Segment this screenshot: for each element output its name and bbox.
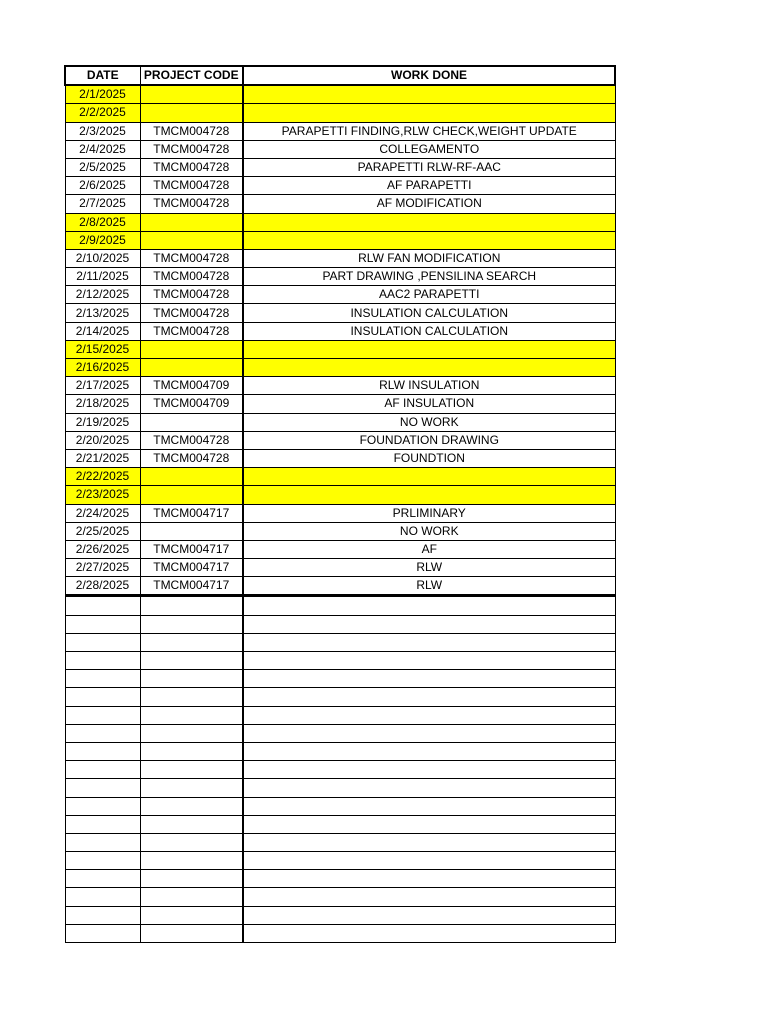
table-row bbox=[65, 340, 615, 358]
table-row bbox=[65, 213, 615, 231]
project-code-cell[interactable] bbox=[140, 486, 243, 504]
date-cell[interactable]: 2/9/2025 bbox=[65, 231, 140, 249]
header-project-code[interactable]: PROJECT CODE bbox=[140, 66, 243, 85]
project-code-cell[interactable] bbox=[140, 213, 243, 231]
date-cell[interactable] bbox=[65, 615, 140, 633]
table-row bbox=[65, 559, 615, 577]
work-done-cell[interactable]: NO WORK bbox=[243, 413, 615, 431]
date-cell[interactable]: 2/24/2025 bbox=[65, 504, 140, 522]
work-done-cell[interactable] bbox=[243, 213, 615, 231]
date-cell[interactable] bbox=[65, 633, 140, 651]
table-row bbox=[65, 522, 615, 540]
project-code-cell[interactable]: TMCM004728 bbox=[140, 177, 243, 195]
project-code-cell[interactable] bbox=[140, 833, 243, 851]
project-code-cell[interactable]: TMCM004728 bbox=[140, 286, 243, 304]
table-row bbox=[65, 249, 615, 267]
project-code-cell[interactable]: TMCM004728 bbox=[140, 322, 243, 340]
work-done-cell[interactable] bbox=[243, 596, 615, 615]
project-code-cell[interactable]: TMCM004709 bbox=[140, 377, 243, 395]
project-code-cell[interactable] bbox=[140, 779, 243, 797]
table-body bbox=[65, 85, 615, 942]
work-done-cell[interactable] bbox=[243, 852, 615, 870]
work-done-cell[interactable]: AF INSULATION bbox=[243, 395, 615, 413]
date-cell[interactable]: 2/14/2025 bbox=[65, 322, 140, 340]
table-row bbox=[65, 304, 615, 322]
table-row bbox=[65, 486, 615, 504]
date-cell[interactable] bbox=[65, 596, 140, 615]
work-done-cell[interactable]: INSULATION CALCULATION bbox=[243, 322, 615, 340]
project-code-cell[interactable]: TMCM004728 bbox=[140, 122, 243, 140]
project-code-cell[interactable] bbox=[140, 615, 243, 633]
table-row bbox=[65, 431, 615, 449]
empty-row bbox=[65, 596, 615, 615]
date-cell[interactable] bbox=[65, 924, 140, 942]
date-cell[interactable]: 2/6/2025 bbox=[65, 177, 140, 195]
work-done-cell[interactable]: PART DRAWING ,PENSILINA SEARCH bbox=[243, 268, 615, 286]
work-done-cell[interactable] bbox=[243, 815, 615, 833]
date-cell[interactable]: 2/10/2025 bbox=[65, 249, 140, 267]
work-done-cell[interactable]: PRLIMINARY bbox=[243, 504, 615, 522]
work-done-cell[interactable] bbox=[243, 104, 615, 122]
table-row bbox=[65, 195, 615, 213]
date-cell[interactable] bbox=[65, 833, 140, 851]
table-row bbox=[65, 504, 615, 522]
work-done-cell[interactable] bbox=[243, 231, 615, 249]
empty-row bbox=[65, 870, 615, 888]
work-log-sheet bbox=[64, 65, 616, 943]
project-code-cell[interactable] bbox=[140, 340, 243, 358]
table-row bbox=[65, 322, 615, 340]
project-code-cell[interactable] bbox=[140, 870, 243, 888]
work-done-cell[interactable] bbox=[243, 761, 615, 779]
project-code-cell[interactable] bbox=[140, 706, 243, 724]
date-cell[interactable] bbox=[65, 870, 140, 888]
table-row bbox=[65, 177, 615, 195]
project-code-cell[interactable]: TMCM004709 bbox=[140, 395, 243, 413]
table-row bbox=[65, 449, 615, 467]
work-done-cell[interactable]: RLW bbox=[243, 559, 615, 577]
header-row bbox=[65, 66, 615, 85]
header-date[interactable]: DATE bbox=[65, 66, 140, 85]
date-cell[interactable] bbox=[65, 724, 140, 742]
date-cell[interactable] bbox=[65, 852, 140, 870]
work-done-cell[interactable] bbox=[243, 870, 615, 888]
work-done-cell[interactable] bbox=[243, 340, 615, 358]
empty-row bbox=[65, 852, 615, 870]
empty-row bbox=[65, 779, 615, 797]
empty-row bbox=[65, 670, 615, 688]
date-cell[interactable] bbox=[65, 888, 140, 906]
project-code-cell[interactable]: TMCM004717 bbox=[140, 504, 243, 522]
project-code-cell[interactable]: TMCM004728 bbox=[140, 140, 243, 158]
date-cell[interactable] bbox=[65, 688, 140, 706]
project-code-cell[interactable] bbox=[140, 742, 243, 760]
empty-row bbox=[65, 761, 615, 779]
table-row bbox=[65, 577, 615, 596]
empty-row bbox=[65, 724, 615, 742]
work-done-cell[interactable] bbox=[243, 468, 615, 486]
table-row bbox=[65, 377, 615, 395]
date-cell[interactable] bbox=[65, 906, 140, 924]
table-row bbox=[65, 158, 615, 176]
date-cell[interactable] bbox=[65, 761, 140, 779]
date-cell[interactable]: 2/17/2025 bbox=[65, 377, 140, 395]
date-cell[interactable]: 2/11/2025 bbox=[65, 268, 140, 286]
date-cell[interactable]: 2/28/2025 bbox=[65, 577, 140, 596]
empty-row bbox=[65, 633, 615, 651]
work-done-cell[interactable] bbox=[243, 615, 615, 633]
date-cell[interactable]: 2/23/2025 bbox=[65, 486, 140, 504]
table-row bbox=[65, 140, 615, 158]
date-cell[interactable]: 2/12/2025 bbox=[65, 286, 140, 304]
project-code-cell[interactable]: TMCM004728 bbox=[140, 249, 243, 267]
date-cell[interactable]: 2/8/2025 bbox=[65, 213, 140, 231]
work-done-cell[interactable] bbox=[243, 724, 615, 742]
date-cell[interactable]: 2/20/2025 bbox=[65, 431, 140, 449]
date-cell[interactable] bbox=[65, 652, 140, 670]
work-done-cell[interactable]: AAC2 PARAPETTI bbox=[243, 286, 615, 304]
project-code-cell[interactable] bbox=[140, 104, 243, 122]
date-cell[interactable]: 2/2/2025 bbox=[65, 104, 140, 122]
table-row bbox=[65, 468, 615, 486]
work-done-cell[interactable] bbox=[243, 652, 615, 670]
project-code-cell[interactable] bbox=[140, 85, 243, 104]
project-code-cell[interactable] bbox=[140, 633, 243, 651]
project-code-cell[interactable] bbox=[140, 468, 243, 486]
work-done-cell[interactable] bbox=[243, 633, 615, 651]
empty-row bbox=[65, 706, 615, 724]
date-cell[interactable] bbox=[65, 670, 140, 688]
empty-row bbox=[65, 688, 615, 706]
work-done-cell[interactable] bbox=[243, 85, 615, 104]
project-code-cell[interactable]: TMCM004728 bbox=[140, 195, 243, 213]
empty-row bbox=[65, 924, 615, 942]
date-cell[interactable] bbox=[65, 742, 140, 760]
project-code-cell[interactable]: TMCM004717 bbox=[140, 577, 243, 596]
project-code-cell[interactable] bbox=[140, 761, 243, 779]
project-code-cell[interactable] bbox=[140, 797, 243, 815]
work-done-cell[interactable]: AF MODIFICATION bbox=[243, 195, 615, 213]
empty-row bbox=[65, 652, 615, 670]
project-code-cell[interactable] bbox=[140, 231, 243, 249]
work-done-cell[interactable]: FOUNDATION DRAWING bbox=[243, 431, 615, 449]
work-done-cell[interactable]: NO WORK bbox=[243, 522, 615, 540]
work-done-cell[interactable] bbox=[243, 670, 615, 688]
work-log-table bbox=[64, 65, 616, 943]
project-code-cell[interactable] bbox=[140, 413, 243, 431]
work-done-cell[interactable] bbox=[243, 706, 615, 724]
work-done-cell[interactable]: RLW INSULATION bbox=[243, 377, 615, 395]
work-done-cell[interactable]: RLW FAN MODIFICATION bbox=[243, 249, 615, 267]
date-cell[interactable]: 2/18/2025 bbox=[65, 395, 140, 413]
project-code-cell[interactable] bbox=[140, 688, 243, 706]
date-cell[interactable]: 2/13/2025 bbox=[65, 304, 140, 322]
project-code-cell[interactable]: TMCM004717 bbox=[140, 559, 243, 577]
table-row bbox=[65, 122, 615, 140]
project-code-cell[interactable]: TMCM004728 bbox=[140, 304, 243, 322]
work-done-cell[interactable]: PARAPETTI RLW-RF-AAC bbox=[243, 158, 615, 176]
project-code-cell[interactable] bbox=[140, 652, 243, 670]
work-done-cell[interactable] bbox=[243, 833, 615, 851]
work-done-cell[interactable] bbox=[243, 924, 615, 942]
work-done-cell[interactable] bbox=[243, 486, 615, 504]
project-code-cell[interactable]: TMCM004728 bbox=[140, 268, 243, 286]
work-done-cell[interactable] bbox=[243, 779, 615, 797]
table-header bbox=[65, 66, 615, 85]
date-cell[interactable] bbox=[65, 706, 140, 724]
work-done-cell[interactable] bbox=[243, 742, 615, 760]
work-done-cell[interactable]: PARAPETTI FINDING,RLW CHECK,WEIGHT UPDATE bbox=[243, 122, 615, 140]
work-done-cell[interactable]: INSULATION CALCULATION bbox=[243, 304, 615, 322]
date-cell[interactable]: 2/15/2025 bbox=[65, 340, 140, 358]
date-cell[interactable] bbox=[65, 797, 140, 815]
table-row bbox=[65, 395, 615, 413]
date-cell[interactable]: 2/4/2025 bbox=[65, 140, 140, 158]
work-done-cell[interactable] bbox=[243, 688, 615, 706]
table-row bbox=[65, 540, 615, 558]
project-code-cell[interactable] bbox=[140, 596, 243, 615]
date-cell[interactable]: 2/26/2025 bbox=[65, 540, 140, 558]
table-row bbox=[65, 286, 615, 304]
date-cell[interactable]: 2/3/2025 bbox=[65, 122, 140, 140]
empty-row bbox=[65, 615, 615, 633]
project-code-cell[interactable] bbox=[140, 815, 243, 833]
table-row bbox=[65, 104, 615, 122]
date-cell[interactable] bbox=[65, 779, 140, 797]
project-code-cell[interactable]: TMCM004728 bbox=[140, 449, 243, 467]
work-done-cell[interactable] bbox=[243, 797, 615, 815]
empty-row bbox=[65, 833, 615, 851]
project-code-cell[interactable] bbox=[140, 359, 243, 377]
work-done-cell[interactable]: FOUNDTION bbox=[243, 449, 615, 467]
empty-row bbox=[65, 906, 615, 924]
project-code-cell[interactable] bbox=[140, 888, 243, 906]
project-code-cell[interactable] bbox=[140, 924, 243, 942]
project-code-cell[interactable] bbox=[140, 522, 243, 540]
table-row bbox=[65, 413, 615, 431]
date-cell[interactable]: 2/27/2025 bbox=[65, 559, 140, 577]
date-cell[interactable]: 2/1/2025 bbox=[65, 85, 140, 104]
project-code-cell[interactable] bbox=[140, 670, 243, 688]
work-done-cell[interactable]: COLLEGAMENTO bbox=[243, 140, 615, 158]
date-cell[interactable]: 2/25/2025 bbox=[65, 522, 140, 540]
project-code-cell[interactable] bbox=[140, 906, 243, 924]
date-cell[interactable]: 2/7/2025 bbox=[65, 195, 140, 213]
work-done-cell[interactable] bbox=[243, 888, 615, 906]
work-done-cell[interactable]: AF PARAPETTI bbox=[243, 177, 615, 195]
header-work-done[interactable]: WORK DONE bbox=[243, 66, 615, 85]
project-code-cell[interactable] bbox=[140, 724, 243, 742]
work-done-cell[interactable]: RLW bbox=[243, 577, 615, 596]
empty-row bbox=[65, 797, 615, 815]
empty-row bbox=[65, 888, 615, 906]
work-done-cell[interactable]: AF bbox=[243, 540, 615, 558]
date-cell[interactable]: 2/16/2025 bbox=[65, 359, 140, 377]
project-code-cell[interactable]: TMCM004717 bbox=[140, 540, 243, 558]
work-done-cell[interactable] bbox=[243, 906, 615, 924]
date-cell[interactable]: 2/19/2025 bbox=[65, 413, 140, 431]
empty-row bbox=[65, 815, 615, 833]
table-row bbox=[65, 231, 615, 249]
empty-row bbox=[65, 742, 615, 760]
project-code-cell[interactable]: TMCM004728 bbox=[140, 431, 243, 449]
table-row bbox=[65, 268, 615, 286]
table-row bbox=[65, 85, 615, 104]
table-row bbox=[65, 359, 615, 377]
work-done-cell[interactable] bbox=[243, 359, 615, 377]
date-cell[interactable]: 2/22/2025 bbox=[65, 468, 140, 486]
date-cell[interactable]: 2/21/2025 bbox=[65, 449, 140, 467]
project-code-cell[interactable] bbox=[140, 852, 243, 870]
date-cell[interactable] bbox=[65, 815, 140, 833]
date-cell[interactable]: 2/5/2025 bbox=[65, 158, 140, 176]
project-code-cell[interactable]: TMCM004728 bbox=[140, 158, 243, 176]
